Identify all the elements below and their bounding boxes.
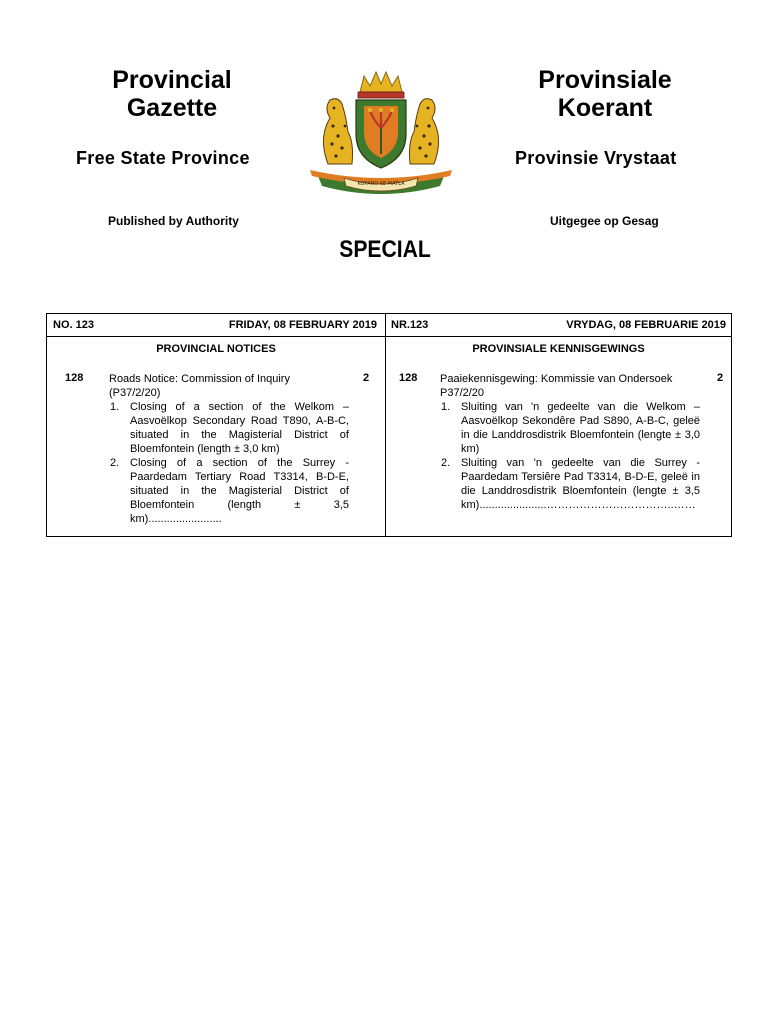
item-text: Sluiting van 'n gedeelte van die Surrey - Paardedam Tersiêre Pad T3314, B-D-E, geleë in die Landdrosdistrik Bloemfontein (lengte ± 3,5 km)......................……………………………..…… xyxy=(461,457,700,511)
contents-table xyxy=(46,313,732,537)
notice-reference: (P37/2/20) xyxy=(109,387,161,399)
title-line: Provinsiale xyxy=(538,66,672,94)
page-number: 2 xyxy=(717,372,724,384)
gazette-title-afrikaans xyxy=(520,66,690,122)
special-edition-label: SPECIAL xyxy=(339,236,431,263)
list-item xyxy=(109,456,349,526)
province-name-english: Free State Province xyxy=(76,148,250,168)
published-by-authority: Published by Authority xyxy=(108,214,239,228)
section-heading: PROVINCIAL NOTICES xyxy=(156,343,276,355)
issue-number: NO. 123 xyxy=(53,319,94,331)
notice-heading: Paaiekennisgewing: Kommissie van Ondersoek xyxy=(440,373,673,385)
left-leopard xyxy=(323,99,352,164)
list-item xyxy=(440,456,700,512)
notice-number: 128 xyxy=(399,372,418,384)
notice-entry xyxy=(440,372,700,512)
header-divider xyxy=(47,336,385,337)
header-divider xyxy=(386,336,731,337)
item-text: Closing of a section of the Surrey - Paardedam Tertiary Road T3314, B-D-E, situated in the Magisterial District of Bloemfontein (length ± 3,5 km)........................ xyxy=(130,457,349,525)
item-marker: 2. xyxy=(441,457,451,469)
item-marker: 1. xyxy=(441,401,451,413)
notice-reference: P37/2/20 xyxy=(440,387,485,399)
motto-text: KOPANO KE MATLA xyxy=(357,181,405,187)
page-number: 2 xyxy=(363,372,370,384)
section-heading: PROVINSIALE KENNISGEWINGS xyxy=(472,343,645,355)
issue-date: FRIDAY, 08 FEBRUARY 2019 xyxy=(228,319,377,331)
uitgegee-op-gesag: Uitgegee op Gesag xyxy=(550,214,659,228)
item-text: Closing of a section of the Welkom – Aasvoëlkop Secondary Road T890, A-B-C, situated in the Magisterial District of Bloemfontein (length ± 3,0 km) xyxy=(130,401,349,455)
title-line: Gazette xyxy=(126,94,218,122)
notice-items xyxy=(109,400,349,526)
title-line: Provincial xyxy=(112,66,232,94)
list-item xyxy=(109,400,349,456)
notice-heading: Roads Notice: Commission of Inquiry xyxy=(109,373,290,385)
notice-number: 128 xyxy=(65,372,84,384)
right-leopard xyxy=(410,99,439,164)
notice-entry xyxy=(109,372,349,526)
item-marker: 1. xyxy=(110,401,120,413)
list-item xyxy=(440,400,700,456)
issue-date: VRYDAG, 08 FEBRUARIE 2019 xyxy=(566,319,726,331)
notice-items xyxy=(440,400,700,512)
title-line: Koerant xyxy=(557,94,653,122)
item-marker: 2. xyxy=(110,457,120,469)
gazette-title-english xyxy=(92,66,252,122)
coat-of-arms-icon xyxy=(300,68,462,200)
issue-number: NR.123 xyxy=(391,319,429,331)
item-text: Sluiting van 'n gedeelte van die Welkom – Aasvoëlkop Sekondêre Pad S890, A-B-C, geleë in die Landdrosdistrik Bloemfontein (lengte ± 3,0 km) xyxy=(461,401,700,455)
province-name-afrikaans: Provinsie Vrystaat xyxy=(515,148,677,168)
